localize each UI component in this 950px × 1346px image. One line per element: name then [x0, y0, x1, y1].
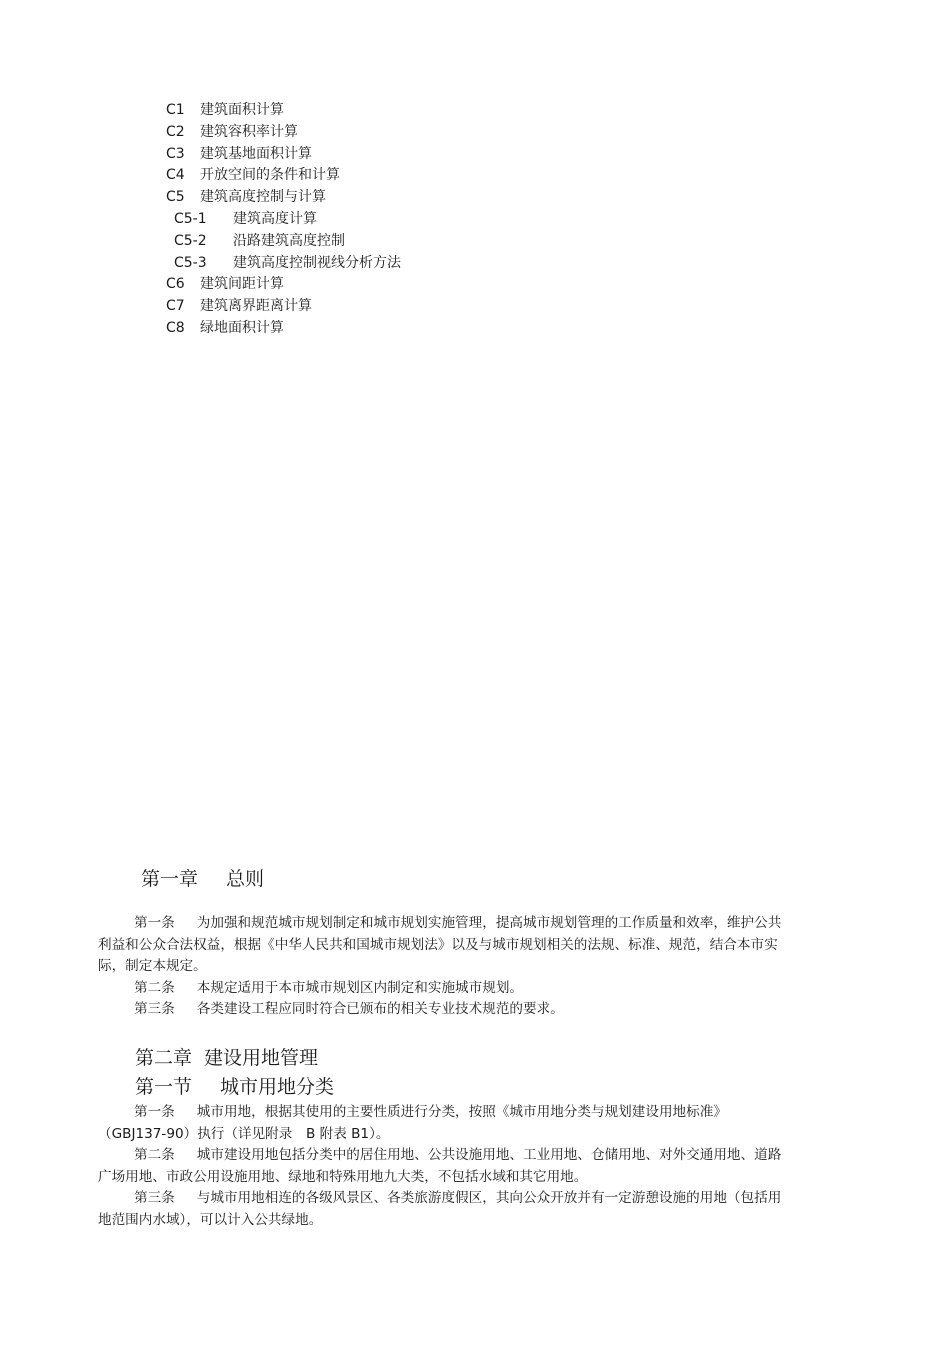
chapter-1-number: 第一章: [141, 868, 199, 890]
toc-item-code: C1: [166, 102, 185, 118]
appendix-toc: [166, 100, 401, 340]
toc-item-title: 建筑间距计算: [200, 276, 284, 293]
article-text: 城市建设用地包括分类中的居住用地、公共设施用地、工业用地、仓储用地、对外交通用地、道路广场用地、市政公用设施用地、绿地和特殊用地九大类，不包括水域和其它用地。: [98, 1147, 782, 1185]
toc-item: [166, 231, 401, 253]
chapter-2-article-3: [98, 1188, 788, 1231]
chapter-1-article-3: [98, 999, 788, 1021]
toc-item-title: 建筑离界距离计算: [200, 298, 312, 315]
chapter-1-heading: [141, 866, 264, 892]
toc-item-code: C5-1: [174, 210, 207, 227]
toc-item: [166, 209, 401, 231]
section-1-number: 第一节: [135, 1076, 193, 1098]
toc-item: [166, 122, 401, 144]
chapter-1-title: 总则: [226, 868, 265, 890]
chapter-2-heading: [135, 1045, 318, 1071]
toc-item: [166, 144, 401, 166]
toc-item-code: C6: [166, 276, 185, 293]
toc-item: [166, 187, 401, 209]
article-label: 第一条: [134, 915, 175, 931]
chapter-2-article-2: [98, 1145, 788, 1188]
toc-item-code: C5: [166, 189, 185, 206]
article-text: 城市用地，根据其使用的主要性质进行分类，按照《城市用地分类与规划建设用地标准》（GBJ137-90）执行（详见附录 B 附表 B1）。: [98, 1104, 727, 1142]
article-label: 第二条: [134, 979, 175, 996]
toc-item-title: 建筑容积率计算: [200, 123, 298, 140]
toc-item-title: 绿地面积计算: [200, 319, 284, 336]
toc-item-title: 建筑高度控制与计算: [200, 189, 326, 206]
article-label: 第一条: [134, 1104, 175, 1120]
toc-item-title: 开放空间的条件和计算: [200, 167, 340, 184]
chapter-2-article-1: [98, 1102, 788, 1145]
chapter-2-articles: [98, 1102, 788, 1231]
toc-item-code: C7: [166, 298, 185, 315]
toc-item-title: 建筑基地面积计算: [200, 145, 312, 162]
toc-item-code: C8: [166, 319, 185, 336]
article-label: 第三条: [134, 1001, 175, 1017]
chapter-1-articles: [98, 913, 788, 1021]
toc-item: [166, 100, 401, 122]
toc-item-code: C2: [166, 123, 185, 140]
toc-item-title: 建筑高度控制视线分析方法: [233, 254, 401, 271]
toc-item-title: 建筑面积计算: [200, 102, 284, 118]
article-text: 为加强和规范城市规划制定和城市规划实施管理，提高城市规划管理的工作质量和效率，维护公共利益和公众合法权益，根据《中华人民共和国城市规划法》以及与城市规划相关的法规、标准、规范，结合本市实际，制定本规定。: [98, 915, 782, 974]
article-text: 本规定适用于本市城市规划区内制定和实施城市规划。: [196, 979, 524, 996]
toc-item: [166, 253, 401, 275]
section-1-heading: [135, 1074, 334, 1100]
chapter-2-number: 第二章: [135, 1047, 193, 1069]
toc-item-code: C5-3: [174, 254, 207, 271]
toc-item: [166, 318, 401, 340]
toc-item-code: C4: [166, 167, 185, 184]
toc-item-title: 沿路建筑高度控制: [233, 232, 345, 249]
chapter-1-article-2: [98, 978, 788, 1000]
chapter-2-title: 建设用地管理: [204, 1047, 319, 1069]
section-1-title: 城市用地分类: [220, 1076, 335, 1098]
article-text: 与城市用地相连的各级风景区、各类旅游度假区，其向公众开放并有一定游憩设施的用地（包括用地范围内水域），可以计入公共绿地。: [98, 1190, 782, 1228]
toc-item-code: C5-2: [174, 232, 207, 249]
article-label: 第三条: [134, 1190, 175, 1206]
toc-item-code: C3: [166, 145, 185, 162]
article-label: 第二条: [134, 1147, 175, 1163]
toc-item: [166, 296, 401, 318]
toc-item-title: 建筑高度计算: [233, 210, 317, 227]
toc-item: [166, 274, 401, 296]
article-text: 各类建设工程应同时符合已颁布的相关专业技术规范的要求。: [196, 1001, 564, 1017]
chapter-1-article-1: [98, 913, 788, 978]
toc-item: [166, 165, 401, 187]
